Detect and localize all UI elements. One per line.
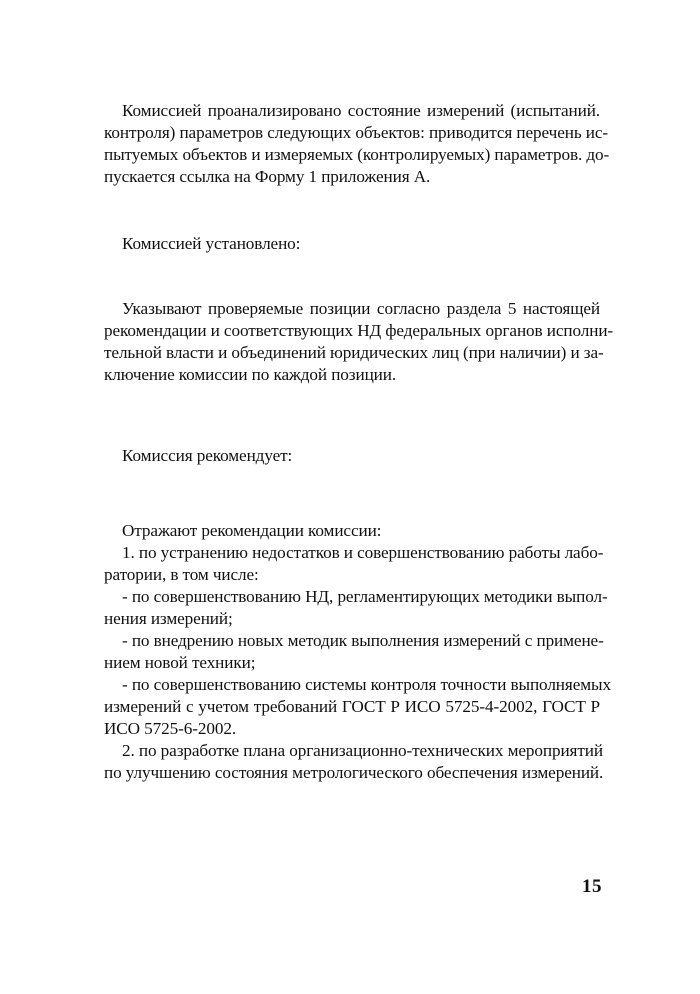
text-line: рекомендации и соответствующих НД федеральных органов исполни-: [104, 321, 614, 340]
recommendation-item: ратории, в том числе:: [104, 565, 259, 584]
recommendation-subitem: нения измерений;: [104, 609, 233, 628]
recommendation-subitem: - по совершенствованию НД, регламентирующих методики выпол-: [122, 587, 608, 606]
text-line: тельной власти и объединений юридических лиц (при наличии) и за-: [104, 343, 604, 362]
text-line: Комиссией проанализировано состояние измерений (испытаний.: [122, 101, 600, 120]
paragraph-analysis: [104, 100, 610, 188]
recommendation-item: 1. по устранению недостатков и совершенствованию работы лабо-: [122, 543, 604, 562]
paragraph-established: [104, 233, 600, 255]
recommendations-intro: Отражают рекомендации комиссии:: [122, 521, 382, 540]
paragraph-recommendations: [104, 520, 611, 784]
text-line: пускается ссылка на Форму 1 приложения А.: [104, 167, 431, 186]
recommendation-item: по улучшению состояния метрологического обеспечения измерений.: [104, 763, 604, 782]
paragraph-recommends: [104, 445, 600, 467]
text-line: контроля) параметров следующих объектов: приводится перечень ис-: [104, 123, 609, 142]
recommendation-subitem: - по внедрению новых методик выполнения измерений с примене-: [122, 631, 604, 650]
section-heading: Комиссией установлено:: [122, 234, 301, 253]
paragraph-positions: [104, 298, 614, 386]
page-number: 15: [582, 876, 602, 897]
text-line: пытуемых объектов и измеряемых (контролируемых) параметров. до-: [104, 145, 610, 164]
recommendation-subitem: - по совершенствованию системы контроля точности выполняемых: [122, 675, 611, 694]
text-line: Указывают проверяемые позиции согласно раздела 5 настоящей: [122, 299, 600, 318]
recommendation-subitem: нием новой техники;: [104, 653, 256, 672]
recommendation-subitem: ИСО 5725-6-2002.: [104, 719, 237, 738]
recommendation-subitem: измерений с учетом требований ГОСТ Р ИСО 5725-4-2002, ГОСТ Р: [104, 697, 600, 716]
recommendation-item: 2. по разработке плана организационно-технических мероприятий: [122, 741, 603, 760]
text-line: ключение комиссии по каждой позиции.: [104, 365, 397, 384]
section-heading: Комиссия рекомендует:: [122, 446, 293, 465]
